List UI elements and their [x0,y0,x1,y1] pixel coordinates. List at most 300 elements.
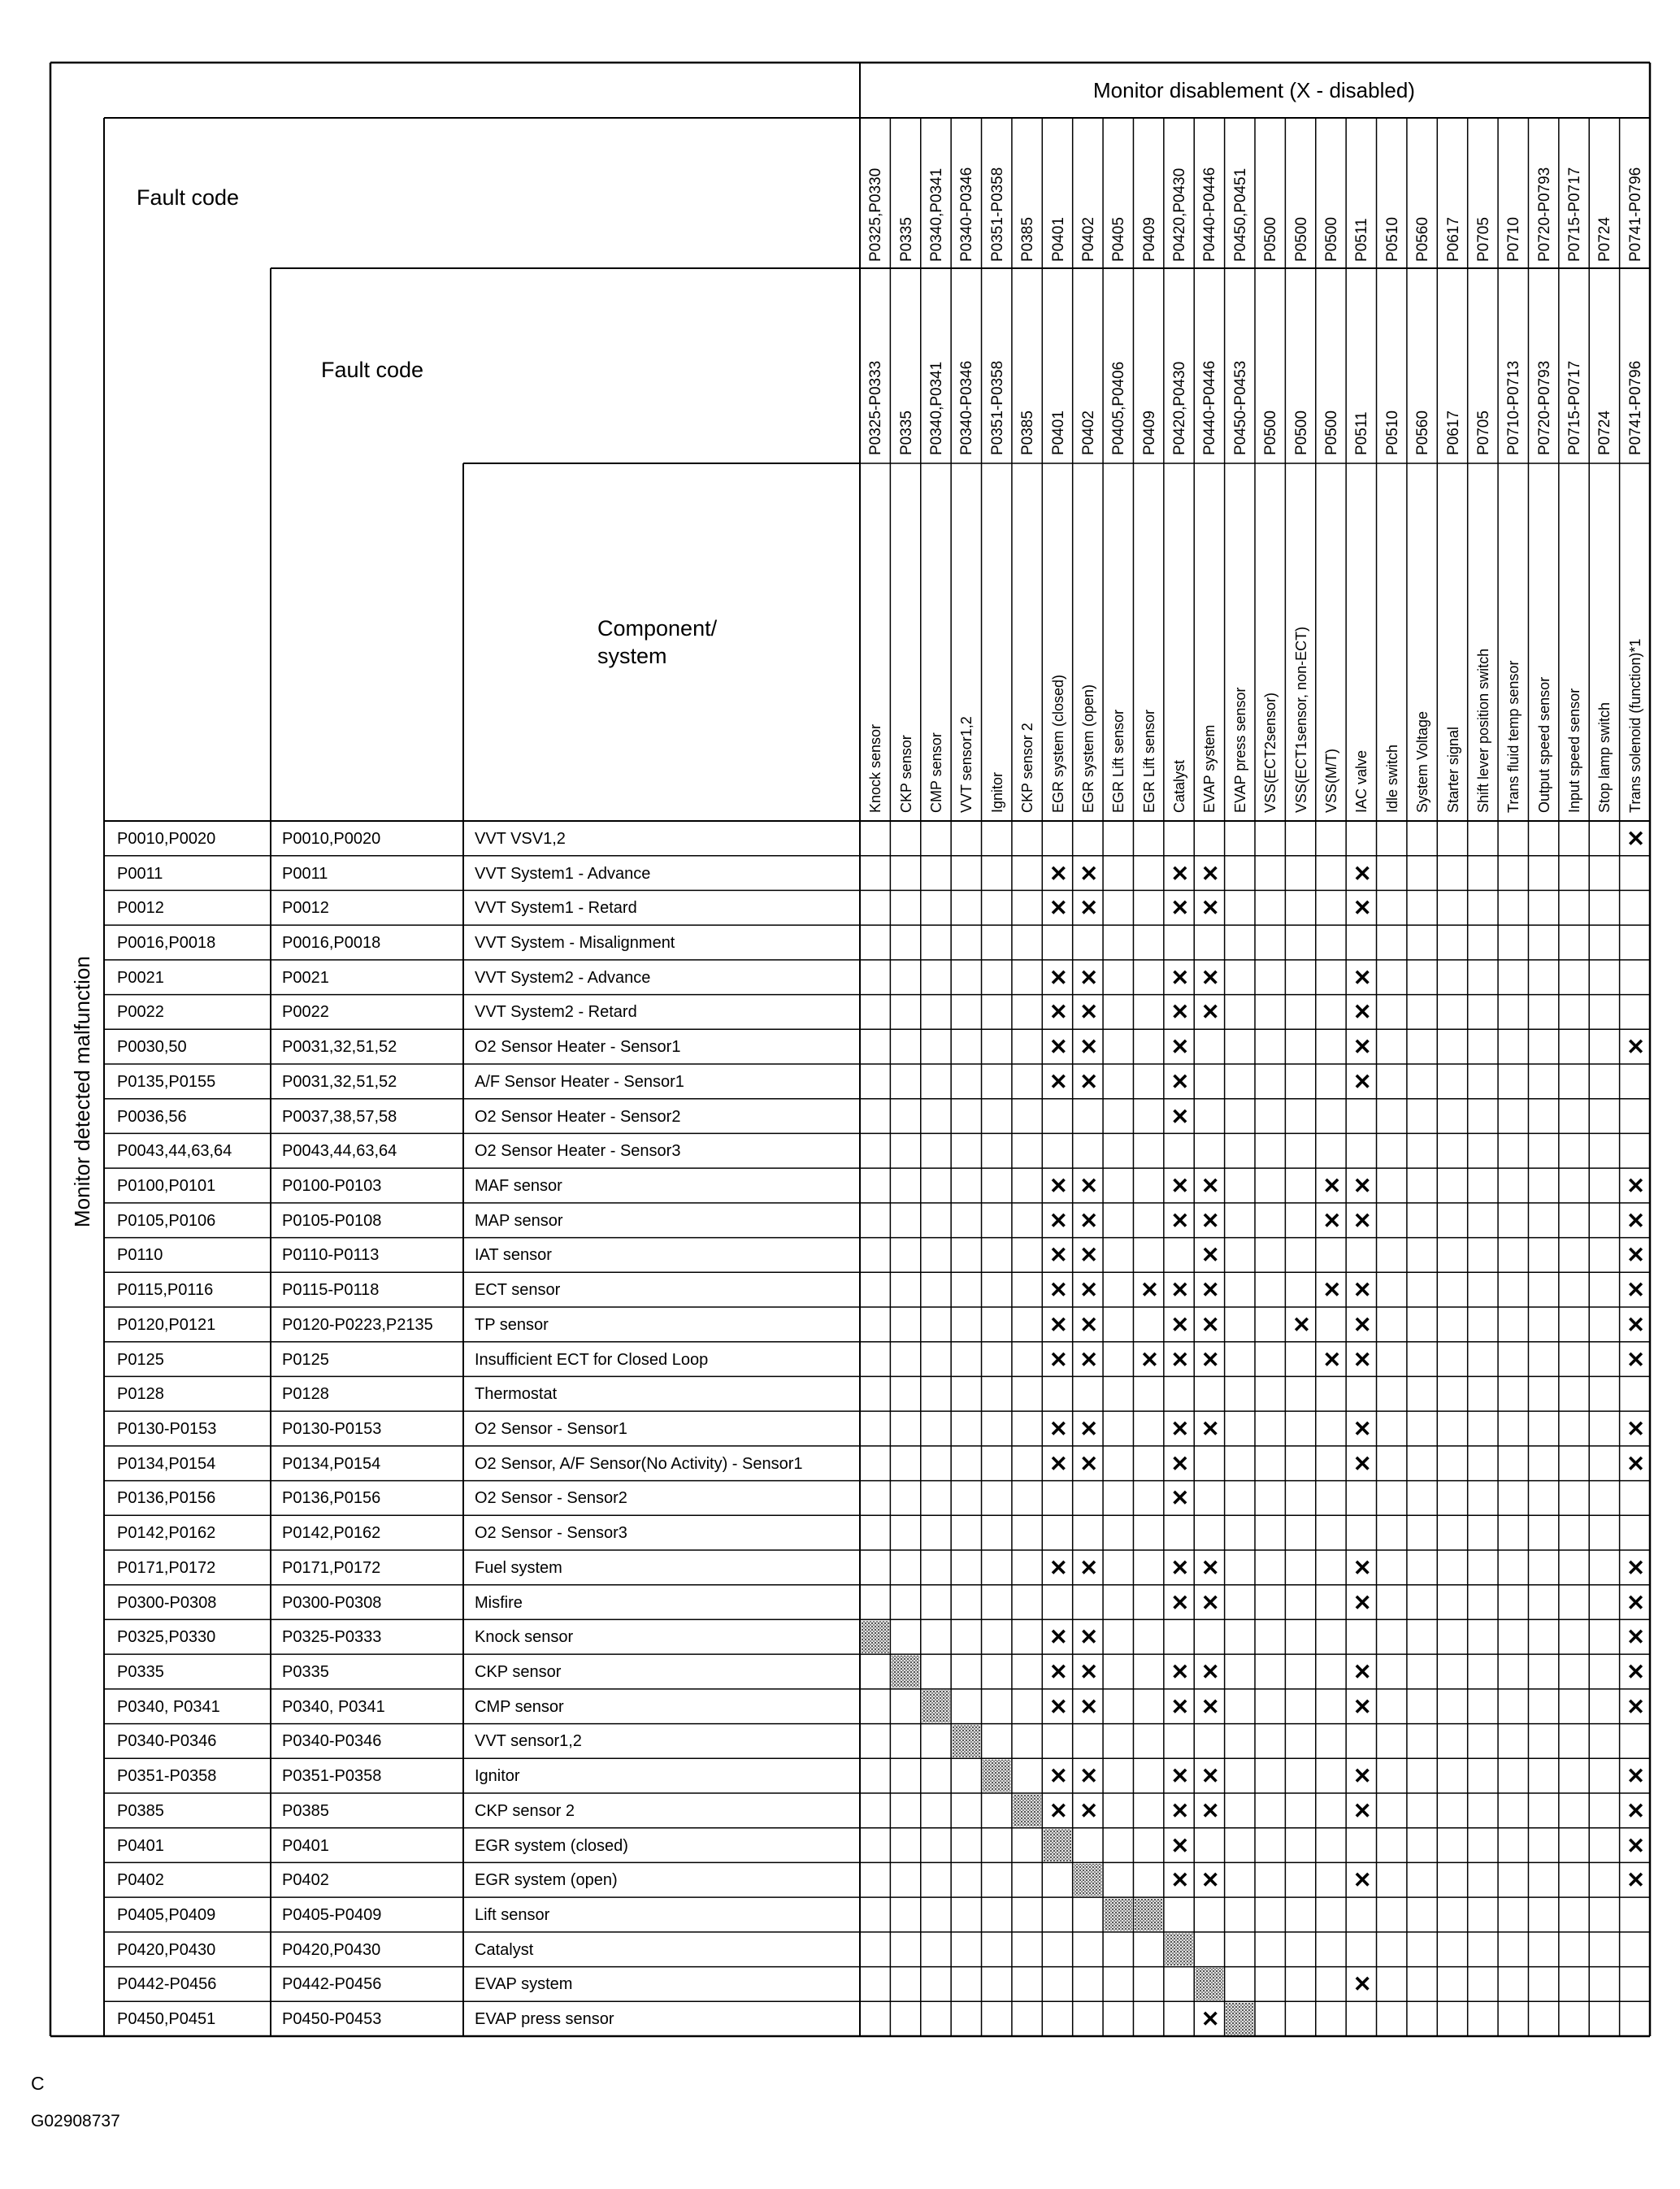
row-code-primary: P0010,P0020 [117,829,216,848]
row-code-secondary: P0130-P0153 [282,1420,382,1438]
row-code-secondary: P0105-P0108 [282,1211,382,1230]
column-component-name: EGR Lift sensor [1140,709,1157,813]
row-component: O2 Sensor Heater - Sensor1 [475,1038,681,1057]
disabled-mark-icon: ✕ [1049,1625,1068,1650]
disabled-mark-icon: ✕ [1079,1798,1098,1823]
disabled-mark-icon: ✕ [1049,1660,1068,1684]
disabled-mark-icon: ✕ [1352,861,1372,886]
disabled-mark-icon: ✕ [1079,1312,1098,1337]
column-component-name: EVAP press sensor [1231,687,1248,813]
column-code-secondary: P0720-P0793 [1535,360,1553,455]
row-code-secondary: P0300-P0308 [282,1593,382,1612]
disabled-mark-icon: ✕ [1626,1694,1645,1719]
column-component-name: CKP sensor [897,735,914,813]
disabled-mark-icon: ✕ [1049,1555,1068,1580]
row-code-primary: P0110 [117,1246,163,1265]
column-code-primary: P0617 [1444,217,1462,262]
row-code-secondary: P0340-P0346 [282,1732,382,1751]
row-code-secondary: P0115-P0118 [282,1281,380,1300]
disabled-mark-icon: ✕ [1170,1764,1190,1789]
disabled-mark-icon: ✕ [1352,896,1372,921]
disabled-mark-icon: ✕ [1170,1590,1190,1615]
column-code-primary: P0724 [1596,217,1614,262]
figure-id: G02908737 [31,2112,120,2130]
disabled-mark-icon: ✕ [1322,1278,1342,1303]
row-code-secondary: P0110-P0113 [282,1246,380,1265]
column-component-name: Ignitor [988,771,1005,813]
disabled-mark-icon: ✕ [1352,1417,1372,1441]
column-component-name: EVAP system [1201,724,1218,813]
disabled-mark-icon: ✕ [1352,1278,1372,1303]
disabled-mark-icon: ✕ [1170,1312,1190,1337]
column-code-primary: P0500 [1262,217,1280,262]
disabled-mark-icon: ✕ [1049,1208,1068,1233]
row-component: VVT sensor1,2 [475,1732,582,1751]
disabled-mark-icon: ✕ [1352,1972,1372,1997]
row-component: Ignitor [475,1767,520,1786]
disabled-mark-icon: ✕ [1200,1555,1220,1580]
disabled-mark-icon: ✕ [1352,1208,1372,1233]
disabled-mark-icon: ✕ [1352,1555,1372,1580]
column-code-secondary: P0705 [1474,410,1492,455]
disabled-mark-icon: ✕ [1200,1694,1220,1719]
disabled-mark-icon: ✕ [1352,1590,1372,1615]
disabled-mark-icon: ✕ [1626,1833,1645,1858]
column-code-primary: P0705 [1474,217,1492,262]
disabled-mark-icon: ✕ [1322,1174,1342,1198]
self-diagnosis-shaded-cell [892,1656,919,1688]
disabled-mark-icon: ✕ [1049,1347,1068,1372]
column-component-name: IAC valve [1353,749,1370,813]
row-code-secondary: P0142,P0162 [282,1524,381,1543]
row-code-secondary: P0120-P0223,P2135 [282,1315,433,1334]
column-code-secondary: P0402 [1079,410,1097,455]
row-code-primary: P0021 [117,968,164,987]
disabled-mark-icon: ✕ [1049,1451,1068,1476]
row-code-secondary: P0100-P0103 [282,1177,382,1195]
row-component: EVAP system [475,1975,573,1994]
column-component-name: CMP sensor [927,732,944,813]
disabled-mark-icon: ✕ [1626,1451,1645,1476]
row-code-primary: P0100,P0101 [117,1177,216,1195]
disabled-mark-icon: ✕ [1626,1347,1645,1372]
disabled-mark-icon: ✕ [1079,1694,1098,1719]
row-code-primary: P0325,P0330 [117,1628,216,1647]
row-code-primary: P0012 [117,899,164,918]
component-header-line1: Component/ [597,616,718,641]
disabled-mark-icon: ✕ [1352,1069,1372,1094]
column-component-name: System Voltage [1414,710,1431,813]
column-code-primary: P0405 [1110,217,1128,262]
row-code-secondary: P0037,38,57,58 [282,1107,397,1126]
column-code-primary: P0402 [1079,217,1097,262]
row-code-primary: P0125 [117,1350,164,1369]
disabled-mark-icon: ✕ [1079,1764,1098,1789]
row-code-primary: P0401 [117,1836,164,1855]
column-code-primary: P0710 [1505,217,1523,262]
column-component-name: Trans fluid temp sensor [1505,660,1522,813]
side-label: Monitor detected malfunction [70,956,94,1227]
column-component-name: Idle switch [1383,744,1400,813]
disabled-mark-icon: ✕ [1626,1798,1645,1823]
disabled-mark-icon: ✕ [1352,1347,1372,1372]
column-code-secondary: P0741-P0796 [1626,360,1644,455]
disabled-mark-icon: ✕ [1170,1069,1190,1094]
disabled-mark-icon: ✕ [1140,1347,1159,1372]
column-component-name: EGR system (closed) [1049,674,1066,813]
disabled-mark-icon: ✕ [1079,861,1098,886]
row-code-primary: P0134,P0154 [117,1454,216,1473]
disabled-mark-icon: ✕ [1170,1104,1190,1129]
disabled-mark-icon: ✕ [1200,1868,1220,1893]
column-code-primary: P0409 [1140,217,1158,262]
column-code-secondary: P0724 [1596,410,1614,455]
row-code-secondary: P0031,32,51,52 [282,1038,397,1057]
column-component-name: Knock sensor [867,723,884,813]
column-code-secondary: P0715-P0717 [1566,360,1584,455]
column-code-secondary: P0405,P0406 [1110,361,1128,455]
self-diagnosis-shaded-cell [1196,1968,1223,2000]
disabled-mark-icon: ✕ [1626,1417,1645,1441]
disabled-mark-icon: ✕ [1200,1798,1220,1823]
disabled-mark-icon: ✕ [1079,1347,1098,1372]
disabled-mark-icon: ✕ [1049,1278,1068,1303]
row-component: O2 Sensor, A/F Sensor(No Activity) - Sensor1 [475,1454,803,1473]
column-component-name: Trans solenoid (function)*1 [1626,638,1643,813]
disabled-mark-icon: ✕ [1079,1451,1098,1476]
row-component: VVT System2 - Advance [475,968,651,987]
disabled-mark-icon: ✕ [1170,1833,1190,1858]
row-component: CKP sensor [475,1663,562,1681]
disabled-mark-icon: ✕ [1079,1625,1098,1650]
disabled-mark-icon: ✕ [1049,861,1068,886]
disabled-mark-icon: ✕ [1049,896,1068,921]
disabled-mark-icon: ✕ [1352,1868,1372,1893]
row-code-primary: P0171,P0172 [117,1558,216,1577]
row-code-primary: P0011 [117,864,163,883]
column-code-secondary: P0340-P0346 [958,360,976,455]
self-diagnosis-shaded-cell [1074,1864,1101,1896]
row-code-primary: P0340-P0346 [117,1732,217,1751]
column-code-secondary: P0420,P0430 [1171,361,1189,455]
row-component: EVAP press sensor [475,2010,614,2029]
column-component-name: VVT sensor1,2 [958,716,975,813]
disabled-mark-icon: ✕ [1079,1174,1098,1198]
row-code-primary: P0120,P0121 [117,1315,216,1334]
column-code-secondary: P0500 [1292,410,1310,455]
disabled-mark-icon: ✕ [1049,1069,1068,1094]
column-code-primary: P0420,P0430 [1171,167,1189,262]
column-component-name: Input speed sensor [1566,688,1583,813]
disabled-mark-icon: ✕ [1200,896,1220,921]
column-code-primary: P0510 [1383,217,1401,262]
disabled-mark-icon: ✕ [1079,1555,1098,1580]
row-code-primary: P0022 [117,1003,164,1022]
disabled-mark-icon: ✕ [1626,1868,1645,1893]
column-code-primary: P0450,P0451 [1231,167,1249,262]
row-code-primary: P0442-P0456 [117,1975,217,1994]
disabled-mark-icon: ✕ [1079,1069,1098,1094]
column-code-primary: P0500 [1292,217,1310,262]
column-component-name: CKP sensor 2 [1019,723,1036,813]
row-code-secondary: P0125 [282,1350,329,1369]
row-code-primary: P0340, P0341 [117,1697,220,1716]
row-code-secondary: P0010,P0020 [282,829,381,848]
column-component-name: Output speed sensor [1535,676,1552,813]
row-code-primary: P0016,P0018 [117,934,216,952]
column-code-secondary: P0500 [1262,410,1280,455]
row-code-secondary: P0011 [282,864,328,883]
disabled-mark-icon: ✕ [1352,1000,1372,1025]
row-code-secondary: P0420,P0430 [282,1940,381,1959]
disabled-mark-icon: ✕ [1626,1208,1645,1233]
disabled-mark-icon: ✕ [1352,1312,1372,1337]
disabled-mark-icon: ✕ [1352,1660,1372,1684]
disabled-mark-icon: ✕ [1049,1798,1068,1823]
row-component: Lift sensor [475,1906,550,1924]
row-component: O2 Sensor Heater - Sensor2 [475,1107,681,1126]
column-code-primary: P0401 [1049,217,1067,262]
row-code-secondary: P0325-P0333 [282,1628,382,1647]
disabled-mark-icon: ✕ [1049,1694,1068,1719]
column-code-primary: P0440-P0446 [1201,167,1219,262]
disabled-mark-icon: ✕ [1170,896,1190,921]
disabled-mark-icon: ✕ [1200,2007,1220,2032]
self-diagnosis-shaded-cell [1044,1829,1071,1861]
disabled-mark-icon: ✕ [1170,1451,1190,1476]
footer-letter: C [31,2073,45,2094]
disabled-mark-icon: ✕ [1049,1174,1068,1198]
row-component: MAP sensor [475,1211,563,1230]
disabled-mark-icon: ✕ [1626,1625,1645,1650]
row-code-primary: P0420,P0430 [117,1940,216,1959]
row-component: VVT System2 - Retard [475,1003,637,1022]
row-code-primary: P0043,44,63,64 [117,1142,232,1161]
disabled-mark-icon: ✕ [1049,1035,1068,1060]
disabled-mark-icon: ✕ [1170,1278,1190,1303]
disabled-mark-icon: ✕ [1170,1486,1190,1511]
row-code-primary: P0036,56 [117,1107,187,1126]
column-code-primary: P0340-P0346 [958,167,976,262]
row-code-secondary: P0171,P0172 [282,1558,381,1577]
disabled-mark-icon: ✕ [1170,1798,1190,1823]
component-header-line2: system [597,644,667,668]
row-component: VVT System1 - Advance [475,864,651,883]
row-code-secondary: P0043,44,63,64 [282,1142,397,1161]
column-code-secondary: P0500 [1322,410,1340,455]
column-code-primary: P0385 [1019,217,1037,262]
disabled-mark-icon: ✕ [1079,1208,1098,1233]
row-code-primary: P0142,P0162 [117,1524,216,1543]
disabled-mark-icon: ✕ [1200,1764,1220,1789]
row-code-secondary: P0450-P0453 [282,2010,382,2029]
column-code-secondary: P0409 [1140,410,1158,455]
row-component: Knock sensor [475,1628,574,1647]
row-code-primary: P0385 [117,1801,164,1820]
row-code-secondary: P0442-P0456 [282,1975,382,1994]
column-code-secondary: P0401 [1049,410,1067,455]
disabled-mark-icon: ✕ [1200,1000,1220,1025]
row-component: O2 Sensor - Sensor2 [475,1489,627,1508]
self-diagnosis-shaded-cell [1135,1899,1162,1931]
row-code-secondary: P0022 [282,1003,329,1022]
disabled-mark-icon: ✕ [1049,1417,1068,1441]
disabled-mark-icon: ✕ [1170,965,1190,990]
row-code-primary: P0136,P0156 [117,1489,216,1508]
disabled-mark-icon: ✕ [1352,1694,1372,1719]
disabled-mark-icon: ✕ [1049,1000,1068,1025]
disabled-mark-icon: ✕ [1079,1000,1098,1025]
row-component: Misfire [475,1593,523,1612]
column-component-name: EGR system (open) [1079,684,1096,813]
disabled-mark-icon: ✕ [1079,896,1098,921]
disabled-mark-icon: ✕ [1170,1347,1190,1372]
self-diagnosis-shaded-cell [922,1690,949,1722]
column-code-primary: P0351-P0358 [988,167,1006,262]
row-code-secondary: P0031,32,51,52 [282,1072,397,1091]
disabled-mark-icon: ✕ [1200,1660,1220,1684]
row-component: VVT System - Misalignment [475,934,675,952]
row-component: TP sensor [475,1315,549,1334]
column-component-name: Starter signal [1444,726,1461,813]
disabled-mark-icon: ✕ [1170,1417,1190,1441]
row-component: VVT VSV1,2 [475,829,566,848]
disabled-mark-icon: ✕ [1200,1417,1220,1441]
disabled-mark-icon: ✕ [1322,1347,1342,1372]
row-code-primary: P0030,50 [117,1038,187,1057]
disabled-mark-icon: ✕ [1200,965,1220,990]
column-component-name: Stop lamp switch [1596,701,1613,813]
row-code-secondary: P0385 [282,1801,329,1820]
self-diagnosis-shaded-cell [1165,1933,1192,1965]
column-code-primary: P0335 [897,217,915,262]
row-component: O2 Sensor - Sensor3 [475,1524,627,1543]
disabled-mark-icon: ✕ [1079,1417,1098,1441]
column-code-primary: P0500 [1322,217,1340,262]
column-code-secondary: P0340,P0341 [927,361,945,455]
disabled-mark-icon: ✕ [1626,826,1645,851]
disabled-mark-icon: ✕ [1170,1174,1190,1198]
row-component: EGR system (closed) [475,1836,628,1855]
column-code-secondary: P0511 [1353,411,1371,455]
disabled-mark-icon: ✕ [1352,1174,1372,1198]
disabled-mark-icon: ✕ [1626,1243,1645,1268]
row-code-primary: P0450,P0451 [117,2010,216,2029]
row-code-secondary: P0335 [282,1663,329,1681]
row-code-secondary: P0021 [282,968,329,987]
row-component: A/F Sensor Heater - Sensor1 [475,1072,684,1091]
column-code-secondary: P0450-P0453 [1231,360,1249,455]
row-component: O2 Sensor - Sensor1 [475,1420,627,1438]
row-code-secondary: P0405-P0409 [282,1906,382,1924]
disabled-mark-icon: ✕ [1626,1035,1645,1060]
disabled-mark-icon: ✕ [1170,1035,1190,1060]
row-component: Insufficient ECT for Closed Loop [475,1350,709,1369]
row-component: O2 Sensor Heater - Sensor3 [475,1142,681,1161]
disabled-mark-icon: ✕ [1170,1868,1190,1893]
row-component: IAT sensor [475,1246,552,1265]
disabled-mark-icon: ✕ [1322,1208,1342,1233]
column-code-secondary: P0335 [897,410,915,455]
row-component: CMP sensor [475,1697,564,1716]
column-component-name: VSS(ECT2sensor) [1262,692,1279,813]
disabled-mark-icon: ✕ [1049,1243,1068,1268]
disabled-mark-icon: ✕ [1626,1590,1645,1615]
row-code-secondary: P0401 [282,1836,329,1855]
disabled-mark-icon: ✕ [1626,1312,1645,1337]
disabled-mark-icon: ✕ [1200,861,1220,886]
row-code-primary: P0300-P0308 [117,1593,217,1612]
disabled-mark-icon: ✕ [1170,1555,1190,1580]
row-component: Fuel system [475,1558,562,1577]
row-code-secondary: P0340, P0341 [282,1697,385,1716]
column-code-secondary: P0385 [1019,410,1037,455]
monitor-disablement-header: Monitor disablement (X - disabled) [1093,78,1415,102]
disabled-mark-icon: ✕ [1049,1764,1068,1789]
row-code-secondary: P0128 [282,1385,329,1404]
row-component: CKP sensor 2 [475,1801,575,1820]
disabled-mark-icon: ✕ [1049,1312,1068,1337]
row-code-secondary: P0012 [282,899,329,918]
disabled-mark-icon: ✕ [1200,1590,1220,1615]
column-code-primary: P0720-P0793 [1535,167,1553,262]
self-diagnosis-shaded-cell [1013,1795,1040,1827]
disabled-mark-icon: ✕ [1049,965,1068,990]
column-code-primary: P0340,P0341 [927,167,945,262]
self-diagnosis-shaded-cell [1226,2003,1253,2035]
column-component-name: VSS(ECT1sensor, non-ECT) [1292,626,1309,813]
column-code-secondary: P0325-P0333 [867,360,885,455]
row-code-primary: P0135,P0155 [117,1072,216,1091]
row-code-primary: P0351-P0358 [117,1767,217,1786]
disabled-mark-icon: ✕ [1292,1312,1311,1337]
column-code-primary: P0715-P0717 [1566,167,1584,262]
disabled-mark-icon: ✕ [1079,1660,1098,1684]
fault-code-header-1: Fault code [137,185,240,210]
self-diagnosis-shaded-cell [862,1621,889,1653]
disabled-mark-icon: ✕ [1200,1174,1220,1198]
row-code-secondary: P0134,P0154 [282,1454,381,1473]
self-diagnosis-shaded-cell [953,1725,980,1757]
disabled-mark-icon: ✕ [1352,1798,1372,1823]
column-code-primary: P0325,P0330 [867,167,885,262]
disabled-mark-icon: ✕ [1626,1660,1645,1684]
column-code-primary: P0741-P0796 [1626,167,1644,262]
column-code-secondary: P0560 [1414,410,1432,455]
row-code-secondary: P0402 [282,1871,329,1890]
column-component-name: Shift lever position switch [1474,648,1491,813]
row-code-primary: P0128 [117,1385,164,1404]
disabled-mark-icon: ✕ [1170,1208,1190,1233]
column-component-name: Catalyst [1171,759,1188,813]
disabled-mark-icon: ✕ [1170,1660,1190,1684]
disabled-mark-icon: ✕ [1079,1035,1098,1060]
fault-code-header-2: Fault code [321,358,424,382]
disabled-mark-icon: ✕ [1352,1764,1372,1789]
column-code-secondary: P0710-P0713 [1505,360,1523,455]
self-diagnosis-shaded-cell [1105,1899,1132,1931]
self-diagnosis-shaded-cell [983,1760,1010,1792]
row-code-secondary: P0351-P0358 [282,1767,382,1786]
row-code-primary: P0130-P0153 [117,1420,217,1438]
row-code-primary: P0105,P0106 [117,1211,216,1230]
row-code-primary: P0335 [117,1663,164,1681]
row-component: ECT sensor [475,1281,561,1300]
row-code-primary: P0115,P0116 [117,1281,214,1300]
column-code-primary: P0560 [1414,217,1432,262]
disabled-mark-icon: ✕ [1170,1000,1190,1025]
column-code-secondary: P0440-P0446 [1201,360,1219,455]
